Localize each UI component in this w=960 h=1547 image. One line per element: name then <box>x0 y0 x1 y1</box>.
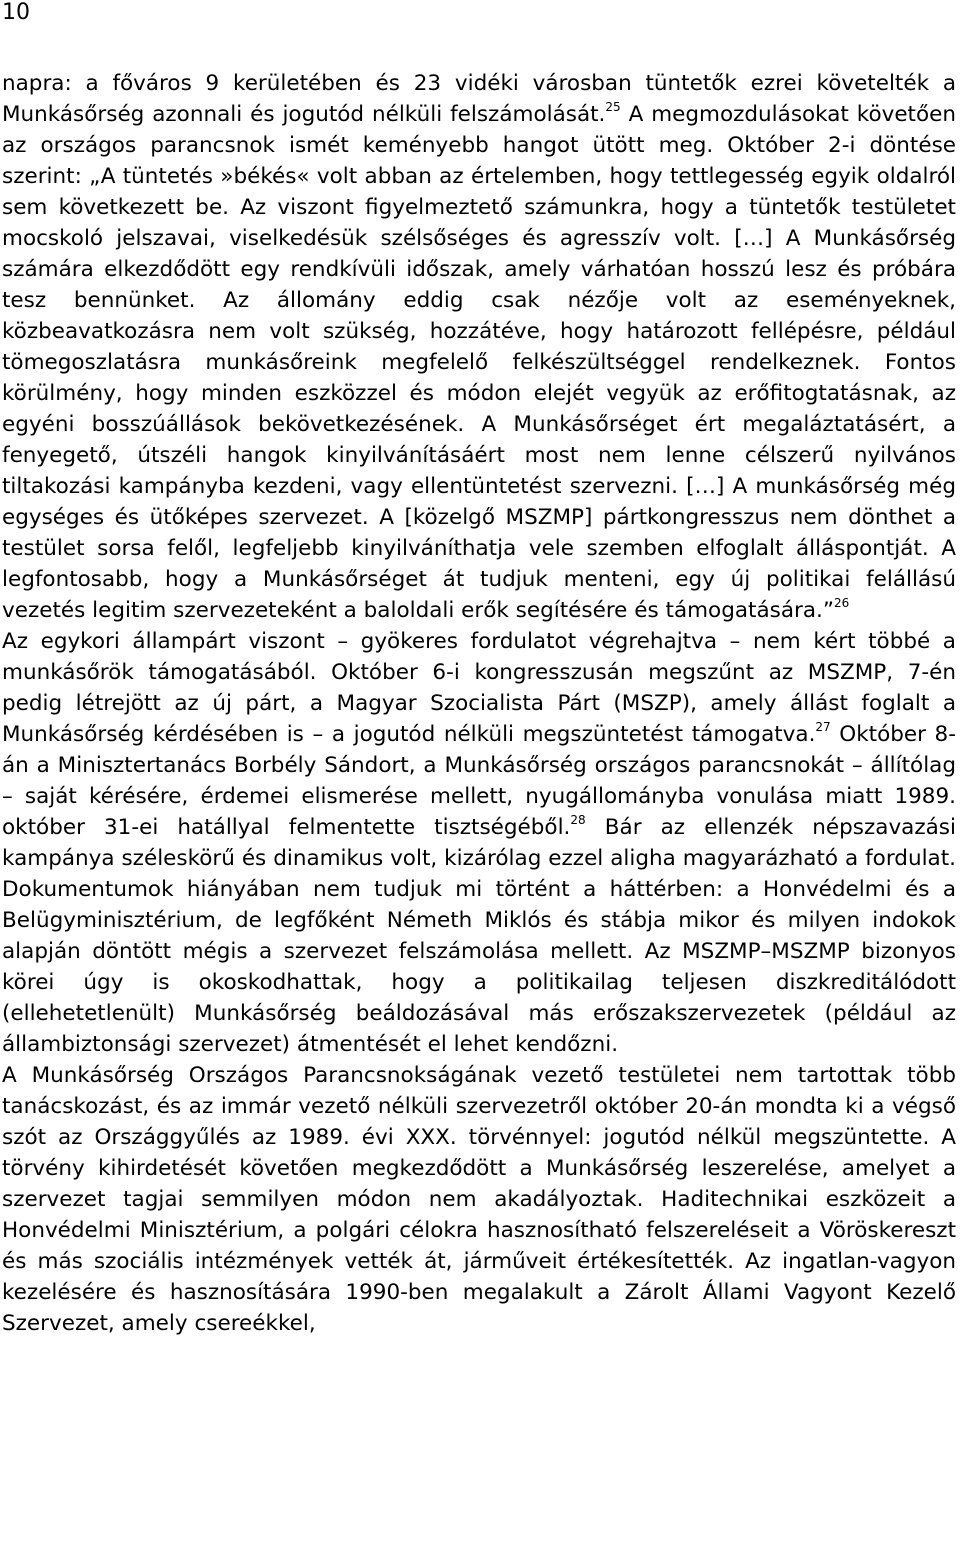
footnote-ref-28[interactable]: 28 <box>570 812 586 827</box>
paragraph-2 <box>2 626 956 1060</box>
paragraph-text: A Munkásőrség Országos Parancsnokságának vezető testületei nem tartottak több tanácskozást, és az immár vezető nélküli szervezetről október 20-án mondta ki a végső szót az Országgyűlés az 1989. évi XXX. törvénnyel: jogutód nélkül megszüntette. A törvény kihirdetését követően megkezdődött a Munkásőrség leszerelése, amelyet a szervezet tagjai semmilyen módon nem akadályoztak. Haditechnikai eszközeit a Honvédelmi Minisztérium, a polgári célokra hasznosítható felszereléseit a Vöröskereszt és más szociális intézmények vették át, járműveit értékesítették. Az ingatlan-vagyon kezelésére és hasznosítására 1990-ben megalakult a Zárolt Állami Vagyont Kezelő Szervezet, amely csereékkel, <box>2 1063 956 1336</box>
footnote-ref-25[interactable]: 25 <box>605 99 621 114</box>
footnote-ref-26[interactable]: 26 <box>834 595 850 610</box>
paragraph-text: napra: a főváros 9 kerületében és 23 vidéki városban tüntetők ezrei követelték a Munkásőrség azonnali és jogutód nélküli felszámolását. <box>2 71 956 127</box>
paragraph-text: Bár az ellenzék népszavazási kampánya széleskörű és dinamikus volt, kizárólag ezzel aligha magyarázható a fordulat. Dokumentumok hiányában nem tudjuk mi történt a háttérben: a Honvédelmi és a Belügyminisztérium, de legfőként Németh Miklós és stábja mikor és milyen indokok alapján döntött mégis a szervezet felszámolása mellett. Az MSZMP–MSZMP bizonyos körei úgy is okoskodhattak, hogy a politikailag teljesen diszkreditálódott (ellehetetlenült) Munkásőrség beáldozásával más erőszakszervezetek (például az állambiztonsági szervezet) átmentését el lehet kendőzni. <box>2 815 956 1057</box>
paragraph-1 <box>2 68 956 626</box>
paragraph-text: A megmozdulásokat követően az országos parancsnok ismét keményebb hangot ütött meg. Október 2-i döntése szerint: „A tüntetés »békés« volt abban az értelemben, hogy tettlegesség egyik oldalról sem következett be. Az viszont figyelmeztető számunkra, hogy a tüntetők testületet mocskoló jelszavai, viselkedésük szélsőséges és agresszív volt. […] A Munkásőrség számára elkezdődött egy rendkívüli időszak, amely várhatóan hosszú lesz és próbára tesz bennünket. Az állomány eddig csak nézője volt az eseményeknek, közbeavatkozásra nem volt szükség, hozzátéve, hogy határozott fellépésre, például tömegoszlatásra munkásőreink megfelelő felkészültséggel rendelkeznek. Fontos körülmény, hogy minden eszközzel és módon elejét vegyük az erőfitogtatásnak, az egyéni bosszúállások bekövetkezésének. A Munkásőrséget ért megaláztatásért, a fenyegető, útszéli hangok kinyilvánításáért most nem lenne célszerű nyilvános tiltakozási kampányba kezdeni, vagy ellentüntetést szervezni. […] A munkásőrség még egységes és ütőképes szervezet. A [közelgő MSZMP] pártkongresszus nem dönthet a testület sorsa felől, legfeljebb kinyilváníthatja vele szemben elfoglalt álláspontját. A legfontosabb, hogy a Munkásőrséget át tudjuk menteni, egy új politikai felállású vezetés legitim szervezeteként a baloldali erők segítésére és támogatására.” <box>2 102 956 623</box>
paragraph-text: Az egykori állampárt viszont – gyökeres fordulatot végrehajtva – nem kért többé a munkásőrök támogatásából. Október 6-i kongresszusán megszűnt az MSZMP, 7-én pedig létrejött az új párt, a Magyar Szocialista Párt (MSZP), amely állást foglalt a Munkásőrség kérdésében is – a jogutód nélküli megszüntetést támogatva. <box>2 629 956 747</box>
paragraph-3 <box>2 1060 956 1339</box>
footnote-ref-27[interactable]: 27 <box>815 719 831 734</box>
page-number: 10 <box>2 0 30 25</box>
paragraph-text: Október 8-án a Minisztertanács Borbély Sándort, a Munkásőrség országos parancsnokát – állítólag – saját kérésére, érdemei elismerése mellett, nyugállományba vonulása miatt 1989. október 31-ei hatállyal felmentette tisztségéből. <box>2 722 956 840</box>
document-body <box>2 68 956 1339</box>
